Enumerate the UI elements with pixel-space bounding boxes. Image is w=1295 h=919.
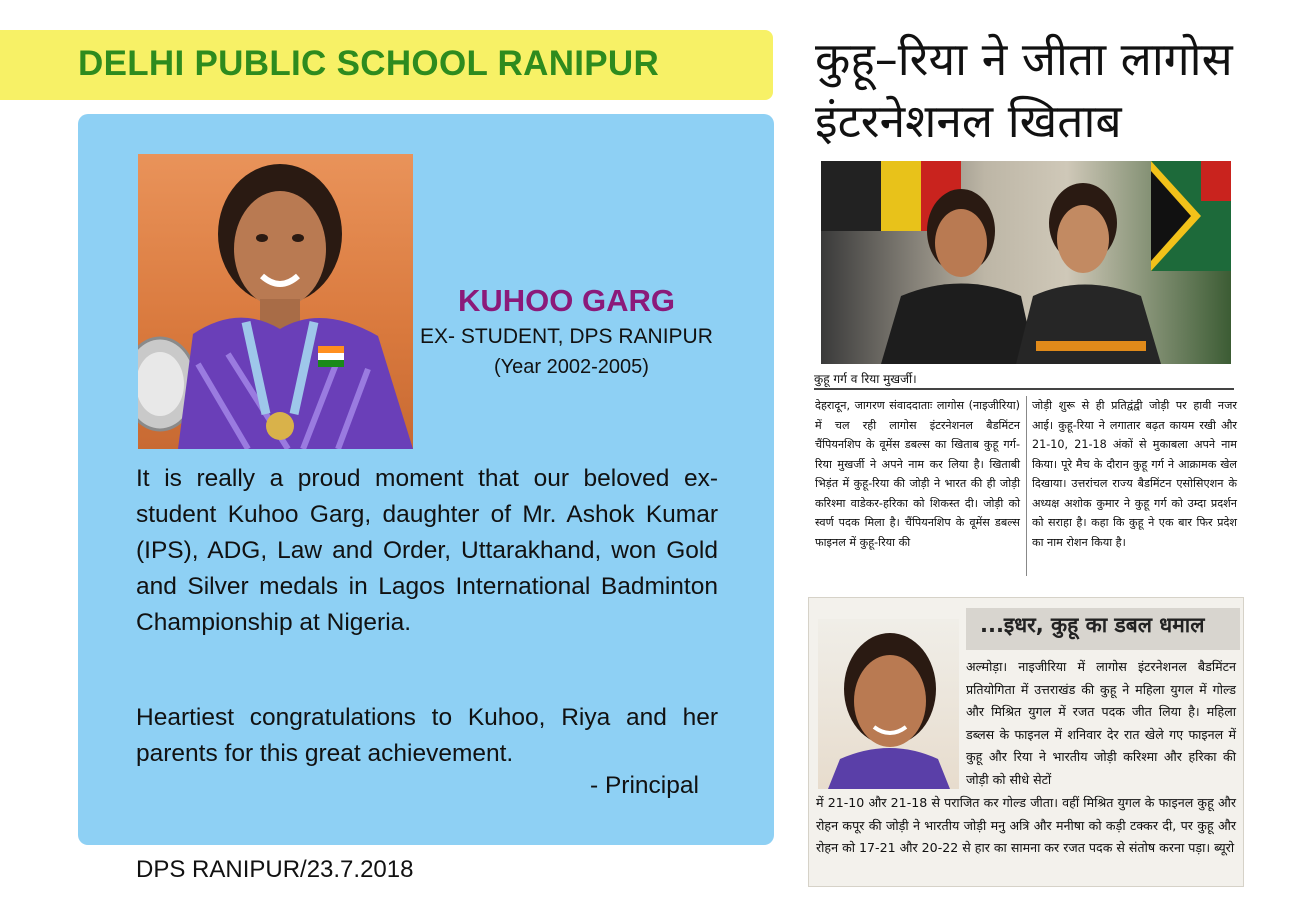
news-clipping-2-body-part-1: अल्मोड़ा। नाइजीरिया में लागोस इंटरनेशनल बैडमिंटन प्रतियोगिता में उत्तराखंड की कुहू ने महिला युगल में गोल्ड और मिश्रित युगल में रजत पदक जीत लिया है। महिला डब्लस के फाइनल में शनिवार देर रात खेले गए फाइनल में कुहू और रिया ने भारतीय जोड़ी करिश्मा और हरिका की जोड़ी को सीधे सेटों bbox=[966, 659, 1236, 787]
news-column-divider bbox=[1026, 396, 1027, 576]
reference-footer: DPS RANIPUR/23.7.2018 bbox=[136, 856, 414, 883]
student-role: EX- STUDENT, DPS RANIPUR bbox=[420, 325, 713, 348]
news-photo bbox=[821, 161, 1231, 364]
message-paragraph-1: It is really a proud moment that our beloved ex-student Kuhoo Garg, daughter of Mr. Ashok Kumar (IPS), ADG, Law and Order, Uttarakhand, won Gold and Silver medals in Lagos International Badminton Championship at Nigeria. bbox=[136, 465, 718, 636]
news-divider bbox=[814, 388, 1234, 390]
news-headline-line-2: इंटरनेशनल खिताब bbox=[815, 94, 1122, 148]
school-name: DELHI PUBLIC SCHOOL RANIPUR bbox=[78, 44, 660, 83]
news-column-1: देहरादून, जागरण संवाददाताः लागोस (नाइजीरिया) में चल रही लागोस इंटरनेशनल बैडमिंटन चैंपियनशिप के वूमेंस डबल्स का खिताब कुहू गर्ग-रिया मुखर्जी ने अपने नाम कर लिया है। खिताबी भिड़ंत में कुहू-रिया की जोड़ी ने भारत की ही जोड़ी करिश्मा वाडेकर-हरिका को शिकस्त दी। जोड़ी को स्वर्ण पदक मिला है। चैंपियनशिप के वूमेंस डबल्स फाइनल में कुहू-रिया की bbox=[815, 399, 1020, 549]
news-clipping-2-body-part-2: में 21-10 और 21-18 से पराजित कर गोल्ड जीता। वहीं मिश्रित युगल के फाइनल कुहू और रोहन कपूर की जोड़ी ने भारतीय जोड़ी मनु अत्रि और मनीषा को कड़ी टक्कर दी, पर कुहू और रोहन को 17-21 और 20-22 से हार का सामना कर रजत पदक से संतोष करना पड़ा। ब्यूरो bbox=[816, 795, 1236, 855]
signature: - Principal bbox=[590, 772, 699, 799]
message-paragraph-2: Heartiest congratulations to Kuhoo, Riya and her parents for this great achievement. bbox=[136, 704, 718, 767]
news-clipping-2-headline: ...इधर, कुहू का डबल धमाल bbox=[980, 613, 1205, 637]
news-headline-line-1: कुहू–रिया ने जीता लागोस bbox=[815, 32, 1233, 86]
news-clipping-2-photo bbox=[818, 619, 959, 789]
student-name: KUHOO GARG bbox=[458, 283, 675, 318]
news-photo-caption: कुहू गर्ग व रिया मुखर्जी। bbox=[814, 372, 917, 386]
student-years: (Year 2002-2005) bbox=[494, 356, 649, 378]
news-column-2: जोड़ी शुरू से ही प्रतिद्वंद्वी जोड़ी पर हावी नजर आई। कुहू-रिया ने लगातार बढ़त कायम रखी और 21-10, 21-18 अंकों से मुकाबला अपने नाम किया। पूरे मैच के दौरान कुहू गर्ग ने आक्रामक खेल दिखाया। उत्तरांचल राज्य बैडमिंटन एसोसिएशन के अध्यक्ष अशोक कुमार ने कुहू गर्ग को उम्दा प्रदर्शन को सराहा है। कहा कि कुहू ने एक बार फिर प्रदेश का नाम रोशन किया है। bbox=[1032, 399, 1237, 549]
student-photo bbox=[138, 154, 413, 449]
